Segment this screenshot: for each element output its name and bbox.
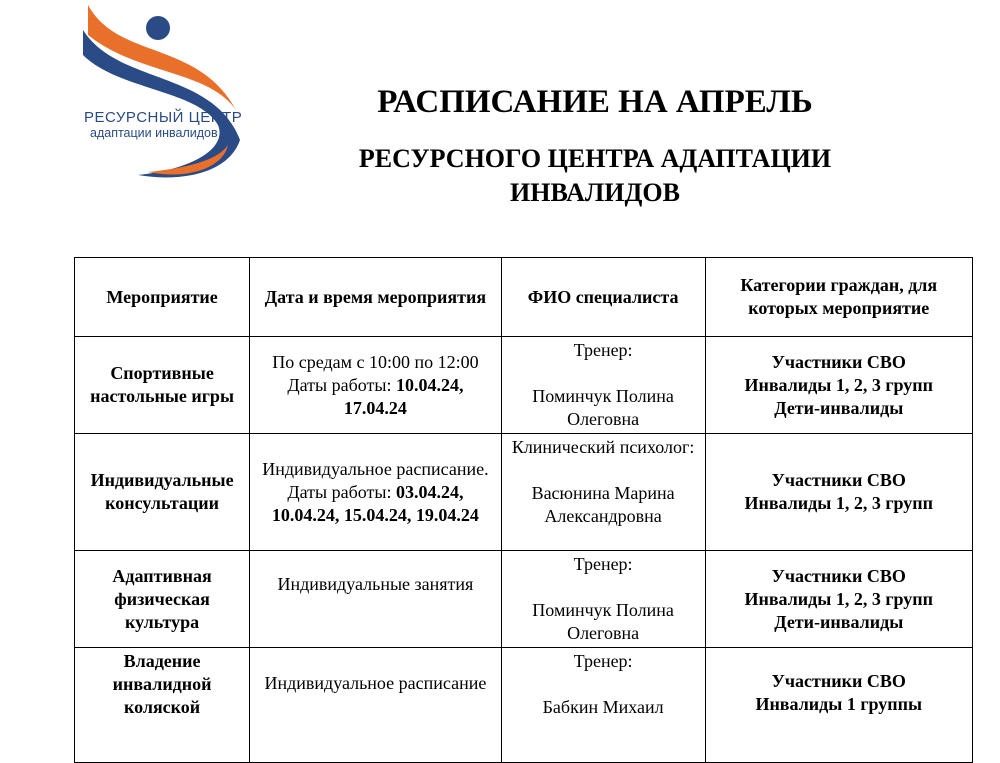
categories-cell	[705, 337, 973, 434]
category-item: Инвалиды 1 группы	[755, 694, 923, 714]
event-cell: Адаптивная физическая культура	[75, 551, 250, 648]
categories-cell	[705, 551, 973, 648]
schedule-text: Индивидуальные занятия	[277, 574, 474, 594]
datetime-cell	[250, 551, 502, 648]
specialist-role: Тренер:	[573, 340, 633, 360]
category-item: Инвалиды 1, 2, 3 групп	[744, 493, 934, 513]
category-item: Участники СВО	[771, 565, 906, 586]
specialist-cell	[501, 337, 705, 434]
header-specialist: ФИО специалиста	[501, 258, 705, 337]
category-item: Участники СВО	[771, 671, 906, 691]
datetime-cell	[250, 337, 502, 434]
specialist-cell	[501, 648, 705, 763]
page-title: РАСПИСАНИЕ НА АПРЕЛЬ	[377, 84, 813, 120]
header-datetime: Дата и время мероприятия	[250, 258, 502, 337]
table-row	[75, 434, 973, 551]
event-cell: Индивидуальные консультации	[75, 434, 250, 551]
logo-line2: адаптации инвалидов	[90, 126, 218, 140]
subtitle-line1: РЕСУРСНОГО ЦЕНТРА АДАПТАЦИИ	[358, 144, 832, 173]
category-item: Участники СВО	[771, 351, 906, 372]
dates-label: Даты работы:	[287, 481, 396, 502]
categories-cell	[705, 434, 973, 551]
specialist-role: Тренер:	[573, 554, 633, 574]
schedule-table	[74, 257, 973, 763]
header-event: Мероприятие	[75, 258, 250, 337]
specialist-cell	[501, 551, 705, 648]
category-item: Участники СВО	[771, 470, 906, 490]
specialist-role: Клинический психолог:	[511, 437, 695, 457]
schedule-text: Индивидуальное расписание.	[262, 458, 489, 479]
logo-line1: РЕСУРСНЫЙ ЦЕНТР	[84, 109, 243, 126]
specialist-name: Бабкин Михаил	[542, 697, 664, 717]
datetime-cell	[250, 434, 502, 551]
event-cell: Спортивные настольные игры	[75, 337, 250, 434]
specialist-name: Поминчук Полина Олеговна	[532, 386, 674, 429]
categories-cell	[705, 648, 973, 763]
dates-value: 10.04.24, 17.04.24	[343, 374, 464, 418]
event-cell: Владение инвалидной коляской	[75, 648, 250, 763]
table-row	[75, 551, 973, 648]
table-row	[75, 648, 973, 763]
datetime-cell	[250, 648, 502, 763]
table-header-row	[75, 258, 973, 337]
category-item: Инвалиды 1, 2, 3 групп	[744, 588, 934, 609]
specialist-role: Тренер:	[573, 651, 633, 671]
dates-text	[256, 374, 495, 420]
specialist-name: Васюнина Марина Александровна	[531, 483, 675, 526]
category-item: Дети-инвалиды	[774, 397, 904, 418]
category-item: Дети-инвалиды	[774, 611, 904, 632]
dates-value: 03.04.24, 10.04.24, 15.04.24, 19.04.24	[271, 481, 479, 525]
specialist-name: Поминчук Полина Олеговна	[532, 600, 674, 643]
subtitle-line2: ИНВАЛИДОВ	[510, 178, 680, 207]
category-item: Инвалиды 1, 2, 3 групп	[744, 374, 934, 395]
dates-text	[256, 481, 495, 527]
header-categories: Категории граждан, для которых мероприятие	[705, 258, 973, 337]
schedule-text: По средам с 10:00 по 12:00	[272, 351, 479, 372]
page-subtitle	[300, 142, 890, 210]
dates-label: Даты работы:	[287, 374, 396, 395]
table-row	[75, 337, 973, 434]
schedule-text: Индивидуальное расписание	[264, 673, 487, 693]
specialist-cell	[501, 434, 705, 551]
